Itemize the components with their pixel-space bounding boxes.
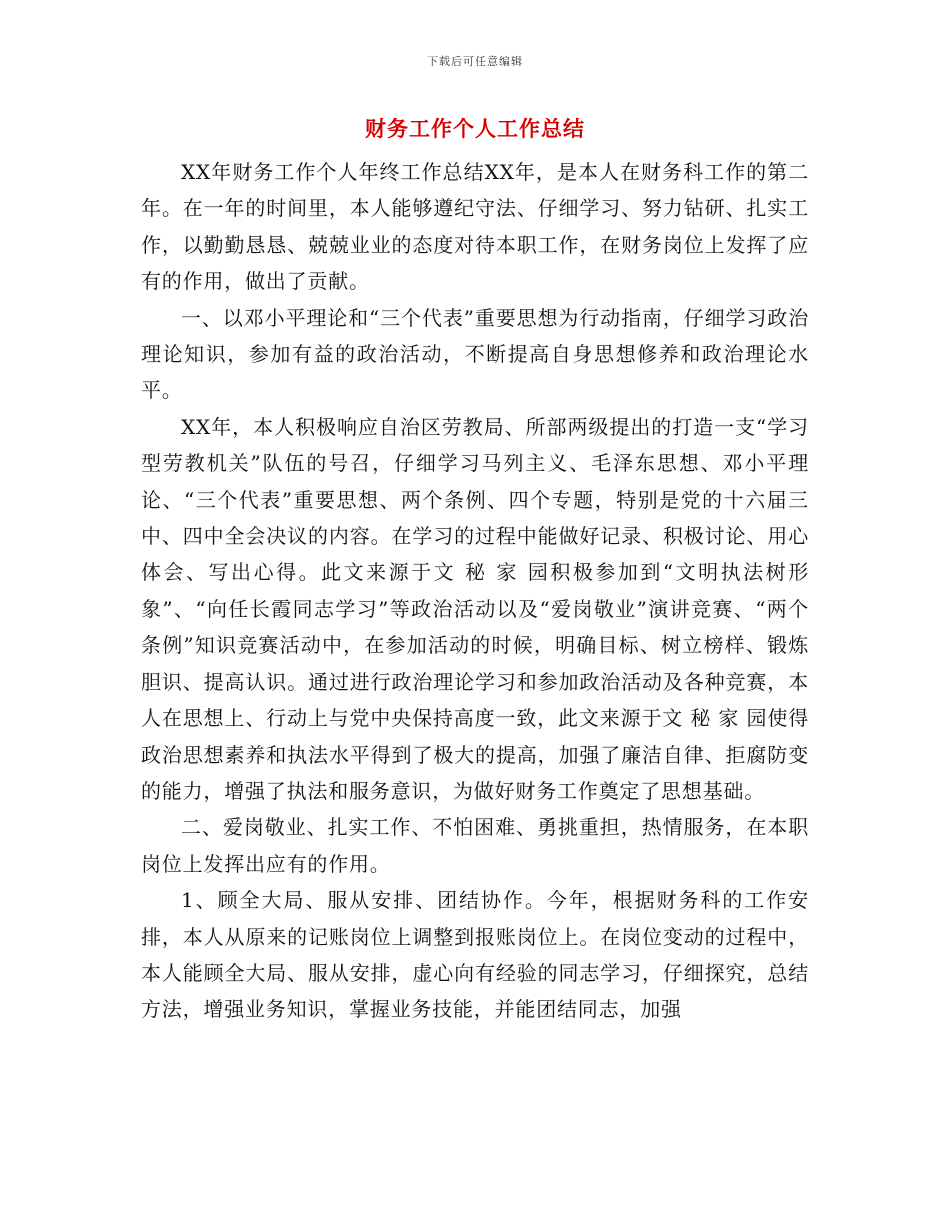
paragraph-study-details: XX年，本人积极响应自治区劳教局、所部两级提出的打造一支“学习型劳教机关”队伍的号召，仔细学习马列主义、毛泽东思想、邓小平理论、“三个代表”重要思想、两个条例、四个专题，特别是党的十六届三中、四中全会决议的内容。在学习的过程中能做好记录、积极讨论、用心体会、写出心得。此文来源于文 秘 家 园积极参加到“文明执法树形象”、“向任长霞同志学习”等政治活动以及“爱岗敬业”演讲竞赛、“两个条例”知识竞赛活动中，在参加活动的时候，明确目标、树立榜样、锻炼胆识、提高认识。通过进行政治理论学习和参加政治活动及各种竞赛，本人在思想上、行动上与党中央保持高度一致，此文来源于文 秘 家 园使得政治思想素养和执法水平得到了极大的提高，加强了廉洁自律、拒腐防变的能力，增强了执法和服务意识，为做好财务工作奠定了思想基础。 bbox=[141, 414, 809, 803]
document-body bbox=[141, 154, 809, 1028]
paragraph-section-two: 二、爱岗敬业、扎实工作、不怕困难、勇挑重担，热情服务，在本职岗位上发挥出应有的作用。 bbox=[141, 815, 809, 876]
paragraph-item-one: 1、顾全大局、服从安排、团结协作。今年，根据财务科的工作安排，本人从原来的记账岗位上调整到报账岗位上。在岗位变动的过程中，本人能顾全大局、服从安排，虚心向有经验的同志学习，仔细探究，总结方法，增强业务知识，掌握业务技能，并能团结同志，加强 bbox=[141, 888, 809, 1022]
document-title: 财务工作个人工作总结 bbox=[365, 116, 585, 141]
paragraph-section-one: 一、以邓小平理论和“三个代表”重要思想为行动指南，仔细学习政治理论知识，参加有益的政治活动，不断提高自身思想修养和政治理论水平。 bbox=[141, 305, 809, 403]
paragraph-intro: XX年财务工作个人年终工作总结XX年，是本人在财务科工作的第二年。在一年的时间里，本人能够遵纪守法、仔细学习、努力钻研、扎实工作，以勤勤恳恳、兢兢业业的态度对待本职工作，在财务岗位上发挥了应有的作用，做出了贡献。 bbox=[141, 160, 809, 294]
header-note: 下载后可任意编辑 bbox=[427, 55, 523, 68]
